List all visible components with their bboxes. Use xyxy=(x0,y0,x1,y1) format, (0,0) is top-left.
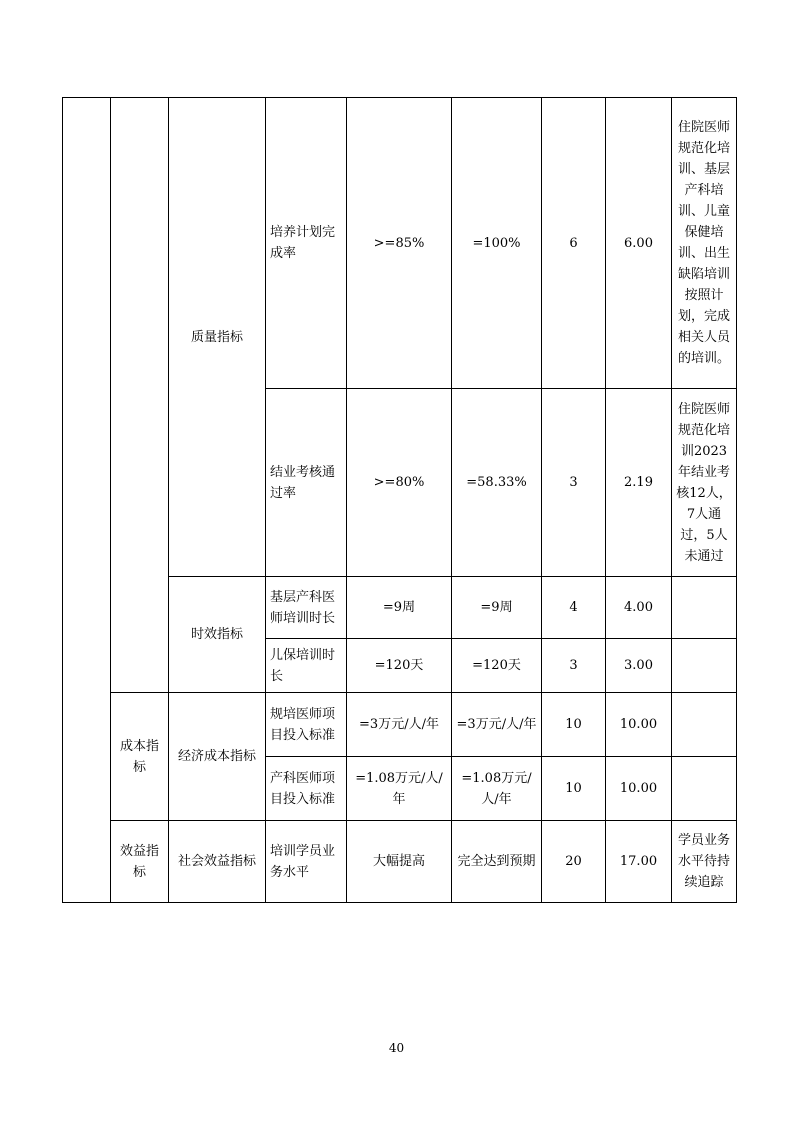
weight-value: 3 xyxy=(542,639,606,693)
target-value: 大幅提高 xyxy=(347,821,452,903)
weight-value: 6 xyxy=(542,98,606,389)
table-row xyxy=(63,693,737,757)
indicator-name: 结业考核通过率 xyxy=(266,389,347,577)
level2-cell-output xyxy=(111,98,169,693)
deviation-note xyxy=(672,693,737,757)
indicator-name: 基层产科医师培训时长 xyxy=(266,577,347,639)
weight-value: 3 xyxy=(542,389,606,577)
weight-value: 10 xyxy=(542,757,606,821)
actual-value: 完全达到预期 xyxy=(452,821,542,903)
page-number: 40 xyxy=(388,1041,405,1055)
score-value: 17.00 xyxy=(606,821,672,903)
target-value: >=80% xyxy=(347,389,452,577)
level1-cell xyxy=(63,98,111,903)
target-value: =9周 xyxy=(347,577,452,639)
target-value: =120天 xyxy=(347,639,452,693)
deviation-note: 住院医师规范化培训、基层产科培训、儿童保健培训、出生缺陷培训按照计划，完成相关人员的培训。 xyxy=(672,98,737,389)
performance-table xyxy=(62,97,737,903)
score-value: 10.00 xyxy=(606,757,672,821)
score-value: 2.19 xyxy=(606,389,672,577)
indicator-name: 培训学员业务水平 xyxy=(266,821,347,903)
target-value: =3万元/人/年 xyxy=(347,693,452,757)
indicator-name: 培养计划完成率 xyxy=(266,98,347,389)
weight-value: 20 xyxy=(542,821,606,903)
deviation-note xyxy=(672,757,737,821)
indicator-name: 儿保培训时长 xyxy=(266,639,347,693)
actual-value: =100% xyxy=(452,98,542,389)
score-value: 3.00 xyxy=(606,639,672,693)
weight-value: 10 xyxy=(542,693,606,757)
deviation-note xyxy=(672,577,737,639)
score-value: 6.00 xyxy=(606,98,672,389)
level2-benefit: 效益指标 xyxy=(111,821,169,903)
level3-social-benefit: 社会效益指标 xyxy=(169,821,266,903)
indicator-name: 产科医师项目投入标准 xyxy=(266,757,347,821)
level3-econ-cost: 经济成本指标 xyxy=(169,693,266,821)
actual-value: =3万元/人/年 xyxy=(452,693,542,757)
table-row xyxy=(63,98,737,389)
actual-value: =120天 xyxy=(452,639,542,693)
target-value: =1.08万元/人/年 xyxy=(347,757,452,821)
actual-value: =58.33% xyxy=(452,389,542,577)
actual-value: =9周 xyxy=(452,577,542,639)
level3-quality: 质量指标 xyxy=(169,98,266,577)
deviation-note: 住院医师规范化培训2023年结业考核12人，7人通过，5人未通过 xyxy=(672,389,737,577)
score-value: 10.00 xyxy=(606,693,672,757)
score-value: 4.00 xyxy=(606,577,672,639)
level3-timeliness: 时效指标 xyxy=(169,577,266,693)
indicator-name: 规培医师项目投入标准 xyxy=(266,693,347,757)
table-row xyxy=(63,821,737,903)
deviation-note: 学员业务水平待持续追踪 xyxy=(672,821,737,903)
weight-value: 4 xyxy=(542,577,606,639)
actual-value: =1.08万元/人/年 xyxy=(452,757,542,821)
deviation-note xyxy=(672,639,737,693)
level2-cost: 成本指标 xyxy=(111,693,169,821)
target-value: >=85% xyxy=(347,98,452,389)
